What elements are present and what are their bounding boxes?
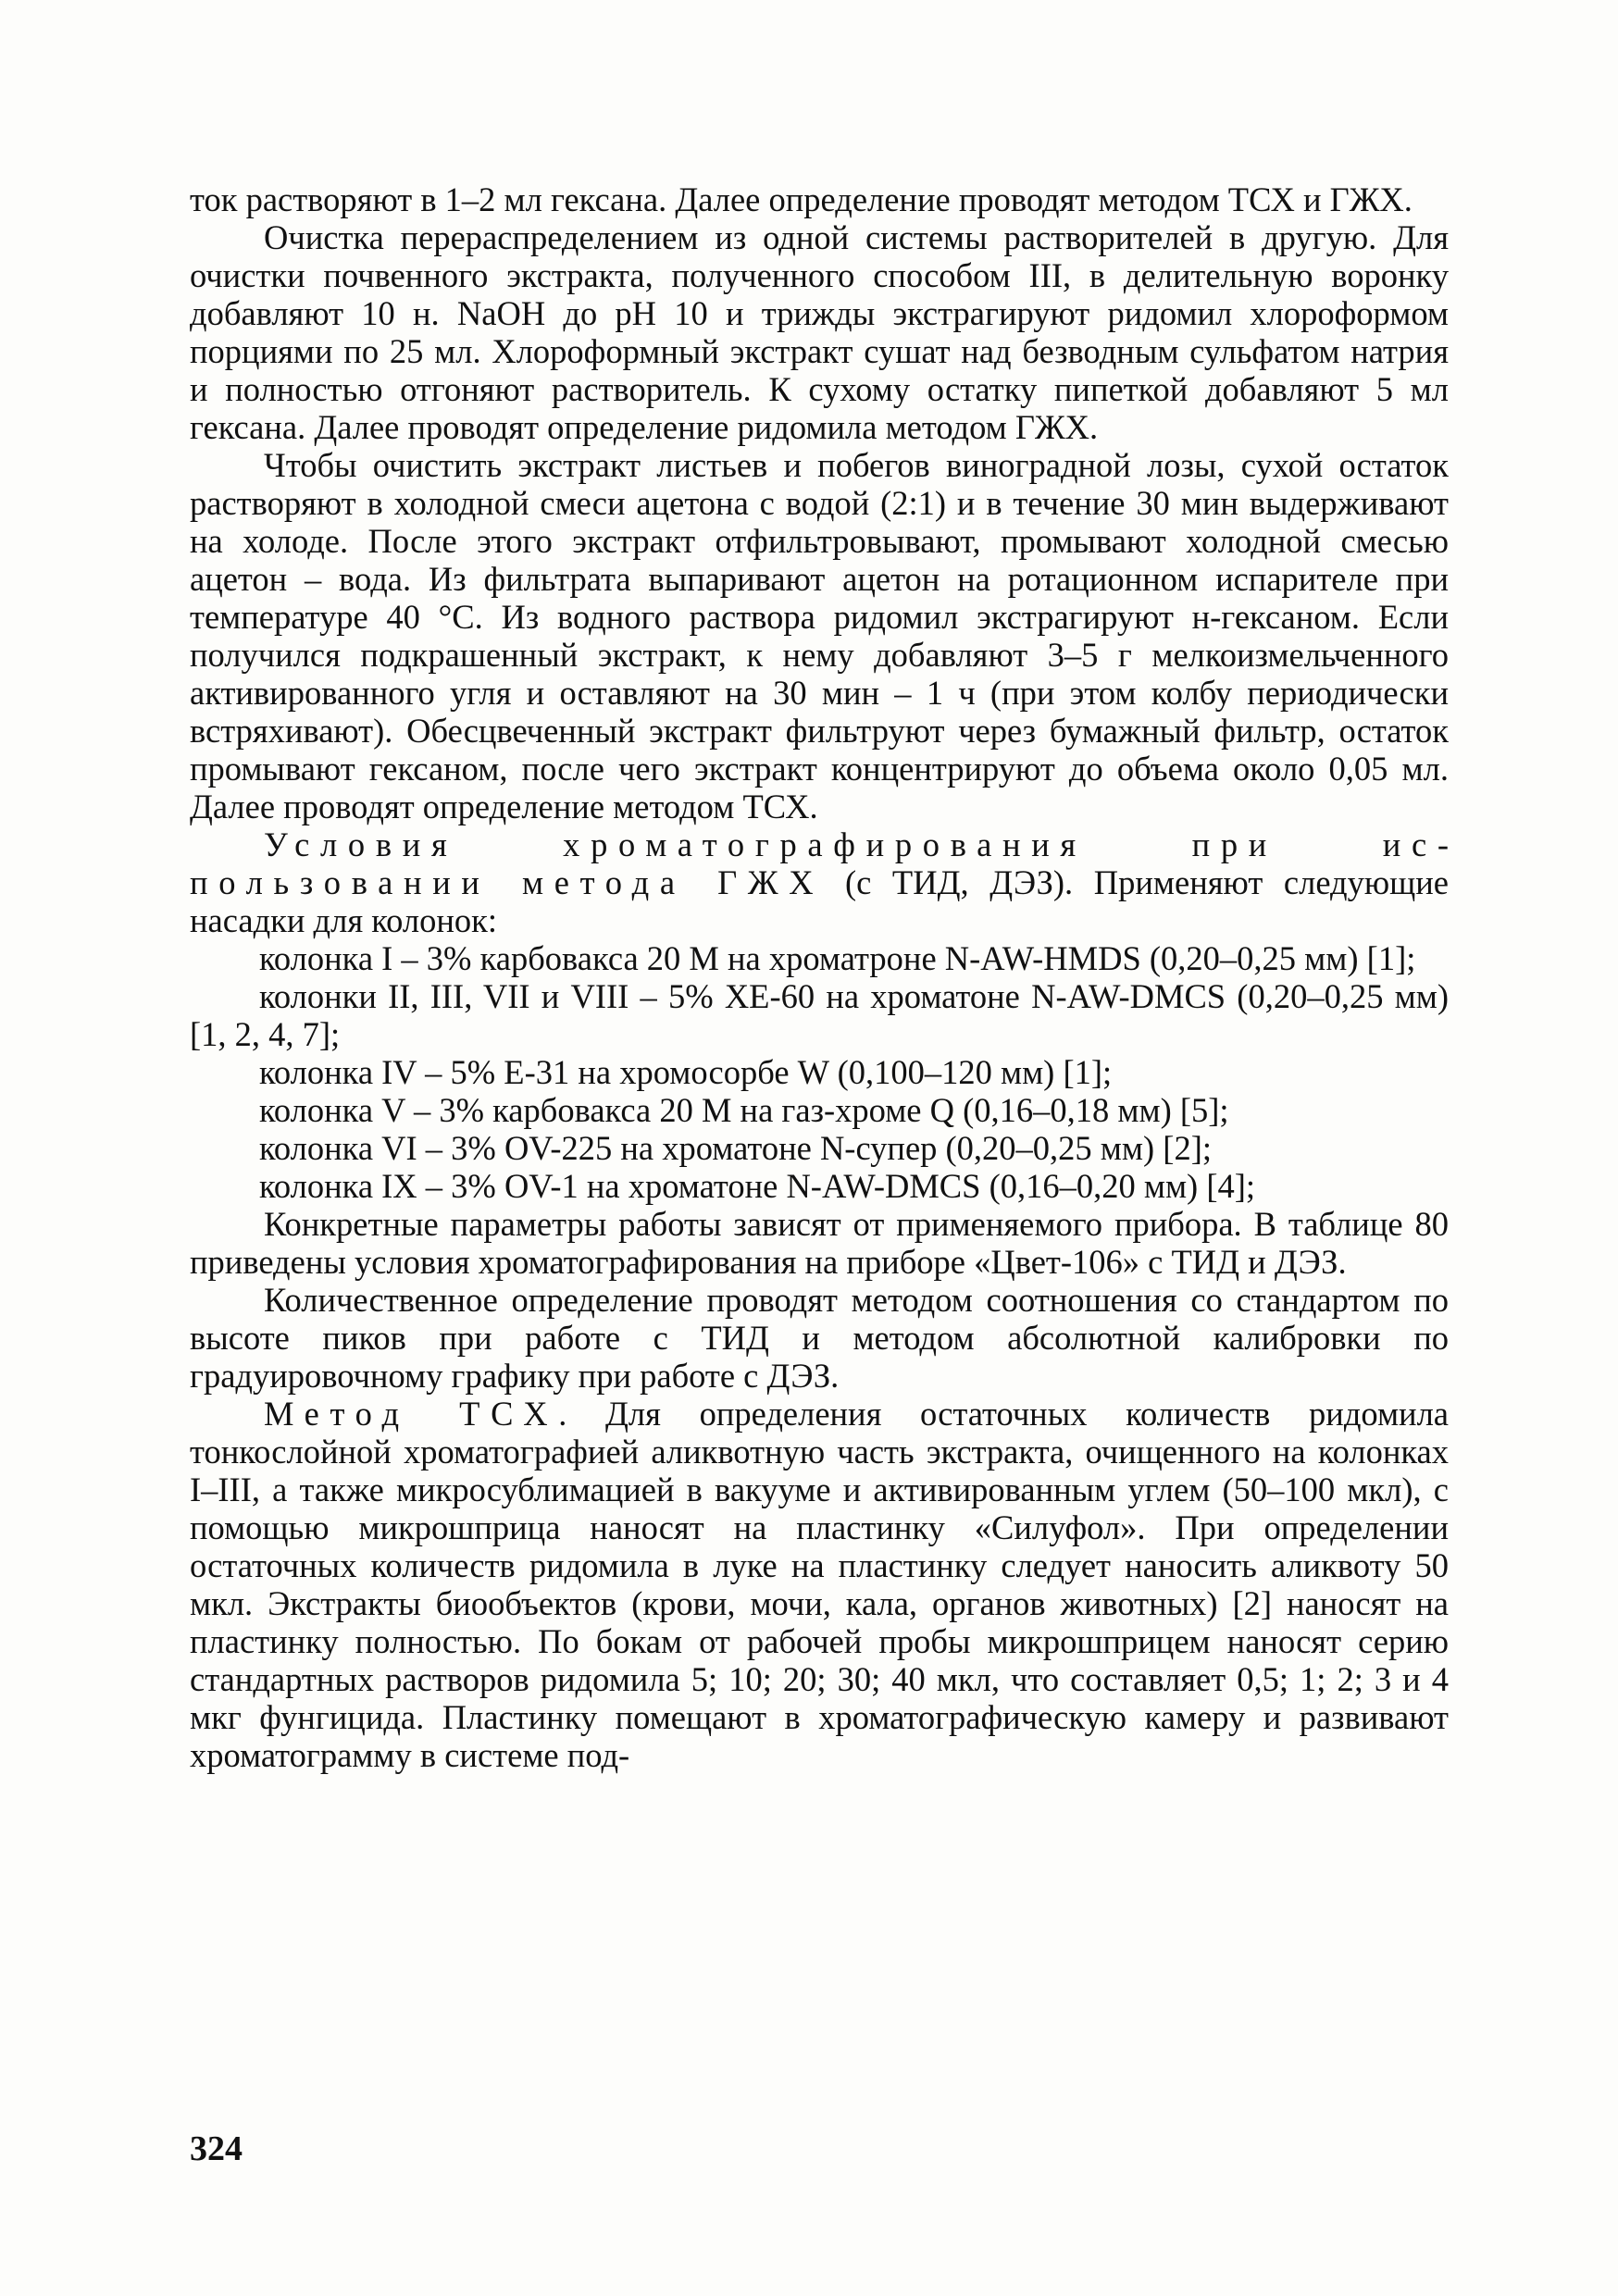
list-item: колонки II, III, VII и VIII – 5% XE-60 на хроматоне N-AW-DMCS (0,20–0,25 мм) [1, 2, 4, 7]; [190,977,1449,1053]
page-number: 324 [190,2129,243,2168]
paragraph: Конкретные параметры работы зависят от применяемого прибора. В таблице 80 приведены условия хроматографирования на приборе «Цвет-106» с ТИД и ДЭЗ. [190,1205,1449,1281]
paragraph [190,1395,1449,1774]
paragraph [190,825,1449,939]
paragraph: Количественное определение проводят методом соотношения со стандартом по высоте пиков при работе с ТИД и методом абсолютной калибровки по градуировочному графику при работе с ДЭЗ. [190,1281,1449,1395]
page-text [190,180,1449,1774]
list-item: колонка IX – 3% OV-1 на хроматоне N-AW-DMCS (0,16–0,20 мм) [4]; [259,1167,1256,1205]
list-item: колонка I – 3% карбовакса 20 М на хроматроне N-AW-HMDS (0,20–0,25 мм) [1]; [259,939,1416,977]
paragraph-text: (с ТИД, ДЭЗ). Применяют следующие насадки для колонок: [190,863,1449,939]
list-item: колонка VI – 3% OV-225 на хроматоне N-супер (0,20–0,25 мм) [2]; [259,1129,1212,1167]
paragraph-text: . Для определения остаточных количеств ридомила тонкослойной хроматографией аликвотную часть экстракта, очищенного на колонках I–III, а также микросублимацией в вакууме и активированным углем (50–100 мкл), с помощью микрошприца наносят на пластинку «Силуфол». При определении остаточных количеств ридомила в луке на пластинку следует наносить аликвоту 50 мкл. Экстракты биообъектов (крови, мочи, кала, органов животных) [2] наносят на пластинку полностью. По бокам от рабочей пробы микрошприцем наносят серию стандартных растворов ридомила 5; 10; 20; 30; 40 мкл, что составляет 0,5; 1; 2; 3 и 4 мкг фунгицида. Пластинку помещают в хроматографическую камеру и развивают хроматограмму в системе под- [190,1395,1449,1774]
paragraph: ток растворяют в 1–2 мл гексана. Далее определение проводят методом ТСХ и ГЖХ. [190,180,1413,218]
spaced-heading: Условия хроматографирования при использовании метода ГЖХ [190,825,1449,901]
list-item: колонка IV – 5% E-31 на хромосорбе W (0,100–120 мм) [1]; [259,1053,1113,1091]
list-item: колонка V – 3% карбовакса 20 М на газ-хроме Q (0,16–0,18 мм) [5]; [259,1091,1229,1129]
paragraph: Очистка перераспределением из одной системы растворителей в другую. Для очистки почвенного экстракта, полученного способом III, в делительную воронку добавляют 10 н. NaOH до pH 10 и трижды экстрагируют ридомил хлороформом порциями по 25 мл. Хлороформный экстракт сушат над безводным сульфатом натрия и полностью отгоняют растворитель. К сухому остатку пипеткой добавляют 5 мл гексана. Далее проводят определение ридомила методом ГЖХ. [190,218,1449,446]
paragraph: Чтобы очистить экстракт листьев и побегов виноградной лозы, сухой остаток растворяют в холодной смеси ацетона с водой (2:1) и в течение 30 мин выдерживают на холоде. После этого экстракт отфильтровывают, промывают холодной смесью ацетон – вода. Из фильтрата выпаривают ацетон на ротационном испарителе при температуре 40 °С. Из водного раствора ридомил экстрагируют н-гексаном. Если получился подкрашенный экстракт, к нему добавляют 3–5 г мелкоизмельченного активированного угля и оставляют на 30 мин – 1 ч (при этом колбу периодически встряхивают). Обесцвеченный экстракт фильтруют через бумажный фильтр, остаток промывают гексаном, после чего экстракт концентрируют до объема около 0,05 мл. Далее проводят определение методом ТСХ. [190,446,1449,825]
spaced-heading: Метод ТСХ [264,1395,559,1433]
